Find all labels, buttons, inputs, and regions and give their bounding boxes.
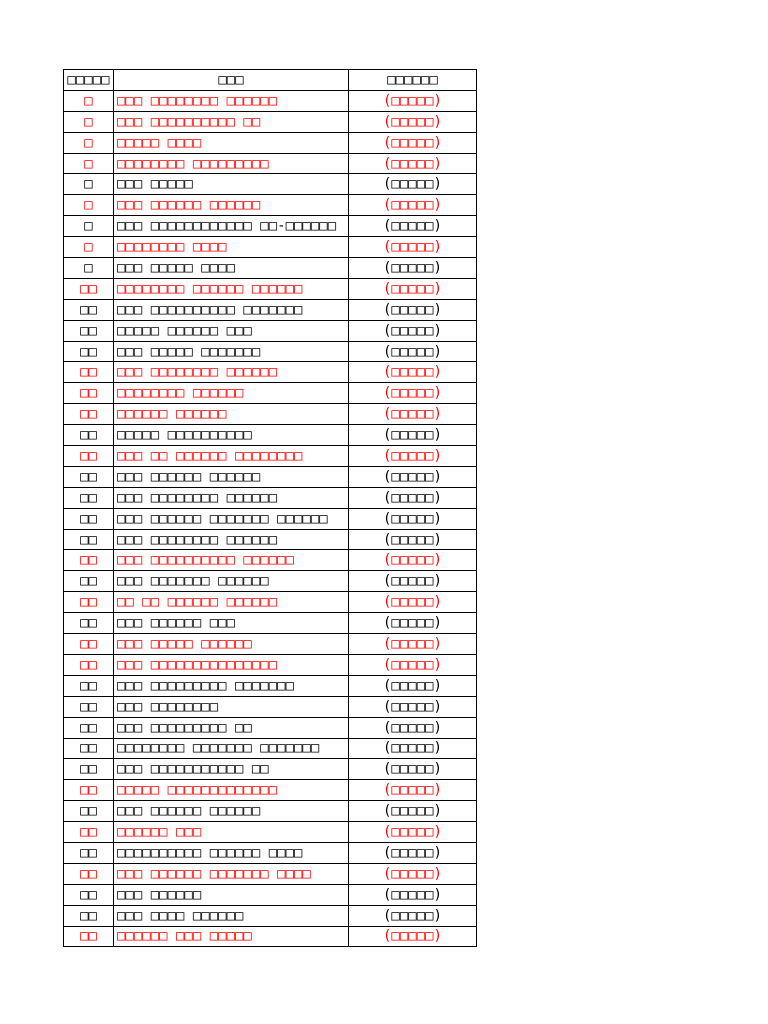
note-cell: (□□□□□) <box>349 822 476 842</box>
serial-cell: □□ <box>64 509 113 529</box>
note-cell: (□□□□□) <box>349 801 476 821</box>
serial-cell: □ <box>64 174 113 194</box>
note-cell: (□□□□□) <box>349 133 476 153</box>
serial-cell: □ <box>64 154 113 174</box>
name-cell: □□□ □□□□□□ □□□□□□ <box>114 195 348 215</box>
name-cell: □□□ □□□□□□ □□□□□□□ □□□□□□ <box>114 509 348 529</box>
name-cell: □□ □□ □□□□□□ □□□□□□ <box>114 592 348 612</box>
serial-cell: □□ <box>64 697 113 717</box>
serial-cell: □ <box>64 112 113 132</box>
serial-cell: □□ <box>64 864 113 884</box>
serial-cell: □ <box>64 237 113 257</box>
serial-cell: □□ <box>64 843 113 863</box>
name-cell: □□□□□□ □□□ □□□□□ <box>114 927 348 947</box>
name-cell: □□□ □□□□□□□□□□ □□□□□□ <box>114 550 348 570</box>
note-cell: (□□□□□) <box>349 780 476 800</box>
name-cell: □□□□□□□□ □□□□□□ <box>114 383 348 403</box>
serial-cell: □ <box>64 258 113 278</box>
serial-cell: □□ <box>64 613 113 633</box>
note-cell: (□□□□□) <box>349 237 476 257</box>
note-cell: (□□□□□) <box>349 112 476 132</box>
name-cell: □□□ □□□□□□□□ □□□□□□ <box>114 488 348 508</box>
name-cell: □□□□□□ □□□□□□ <box>114 404 348 424</box>
serial-cell: □□ <box>64 780 113 800</box>
name-cell: □□□□□ □□□□□□□□□□□□□ <box>114 780 348 800</box>
name-cell: □□□ □□□□□□ □□□□□□□ □□□□ <box>114 864 348 884</box>
note-cell: (□□□□□) <box>349 927 476 947</box>
name-cell: □□□ □□□□□ □□□□□□ <box>114 634 348 654</box>
serial-cell: □□ <box>64 321 113 341</box>
note-cell: (□□□□□) <box>349 258 476 278</box>
name-cell: □□□ □□□□□□□□□□□□ □□-□□□□□□ <box>114 216 348 236</box>
serial-cell: □□ <box>64 655 113 675</box>
note-cell: (□□□□□) <box>349 154 476 174</box>
name-cell: □□□□□ □□□□□□ □□□ <box>114 321 348 341</box>
note-cell: (□□□□□) <box>349 634 476 654</box>
note-cell: (□□□□□) <box>349 613 476 633</box>
header-note: □□□□□□ <box>349 70 476 90</box>
note-cell: (□□□□□) <box>349 91 476 111</box>
serial-cell: □□ <box>64 906 113 926</box>
serial-cell: □□ <box>64 425 113 445</box>
serial-cell: □ <box>64 133 113 153</box>
serial-cell: □□ <box>64 446 113 466</box>
name-cell: □□□□□ □□□□ <box>114 133 348 153</box>
header-serial: □□□□□ <box>64 70 113 90</box>
note-cell: (□□□□□) <box>349 446 476 466</box>
name-cell: □□□ □□□□ □□□□□□ <box>114 906 348 926</box>
name-cell: □□□ □□□□□ □□□□ <box>114 258 348 278</box>
note-cell: (□□□□□) <box>349 885 476 905</box>
note-cell: (□□□□□) <box>349 676 476 696</box>
serial-cell: □□ <box>64 739 113 759</box>
name-cell: □□□ □□□□□□□□ □□□□□□ <box>114 91 348 111</box>
name-cell: □□□ □□□□□□□□ □□□□□□ <box>114 530 348 550</box>
name-cell: □□□ □□□□□□□□ <box>114 697 348 717</box>
serial-cell: □□ <box>64 362 113 382</box>
note-cell: (□□□□□) <box>349 906 476 926</box>
note-cell: (□□□□□) <box>349 739 476 759</box>
serial-cell: □□ <box>64 634 113 654</box>
note-cell: (□□□□□) <box>349 571 476 591</box>
serial-cell: □□ <box>64 279 113 299</box>
name-cell: □□□□□ □□□□□□□□□□ <box>114 425 348 445</box>
name-cell: □□□ □□□□□□ □□□ <box>114 613 348 633</box>
serial-cell: □ <box>64 216 113 236</box>
serial-cell: □□ <box>64 404 113 424</box>
serial-cell: □□ <box>64 550 113 570</box>
note-cell: (□□□□□) <box>349 488 476 508</box>
serial-cell: □□ <box>64 342 113 362</box>
header-name: □□□ <box>114 70 348 90</box>
name-cell: □□□ □□□□□□□□ □□□□□□ <box>114 362 348 382</box>
note-cell: (□□□□□) <box>349 864 476 884</box>
note-cell: (□□□□□) <box>349 279 476 299</box>
serial-cell: □□ <box>64 488 113 508</box>
name-cell: □□□ □□□□□□ □□□□□□ <box>114 467 348 487</box>
name-cell: □□□□□□ □□□ <box>114 822 348 842</box>
serial-cell: □□ <box>64 467 113 487</box>
note-cell: (□□□□□) <box>349 425 476 445</box>
data-table <box>63 69 477 947</box>
name-cell: □□□□□□□□ □□□□□□□□□ <box>114 154 348 174</box>
note-cell: (□□□□□) <box>349 467 476 487</box>
note-cell: (□□□□□) <box>349 321 476 341</box>
note-cell: (□□□□□) <box>349 404 476 424</box>
note-cell: (□□□□□) <box>349 342 476 362</box>
serial-cell: □□ <box>64 822 113 842</box>
note-cell: (□□□□□) <box>349 383 476 403</box>
note-cell: (□□□□□) <box>349 509 476 529</box>
serial-cell: □□ <box>64 927 113 947</box>
note-cell: (□□□□□) <box>349 718 476 738</box>
name-cell: □□□ □□□□□□ □□□□□□ <box>114 801 348 821</box>
note-cell: (□□□□□) <box>349 300 476 320</box>
serial-cell: □□ <box>64 718 113 738</box>
name-cell: □□□ □□□□□□□□□ □□ <box>114 718 348 738</box>
note-cell: (□□□□□) <box>349 759 476 779</box>
name-cell: □□□ □□□□□□□□□□□ □□ <box>114 759 348 779</box>
serial-cell: □□ <box>64 571 113 591</box>
note-cell: (□□□□□) <box>349 362 476 382</box>
note-cell: (□□□□□) <box>349 174 476 194</box>
note-cell: (□□□□□) <box>349 592 476 612</box>
serial-cell: □ <box>64 91 113 111</box>
name-cell: □□□□□□□□ □□□□□□ □□□□□□ <box>114 279 348 299</box>
note-cell: (□□□□□) <box>349 550 476 570</box>
note-cell: (□□□□□) <box>349 697 476 717</box>
note-cell: (□□□□□) <box>349 843 476 863</box>
note-cell: (□□□□□) <box>349 216 476 236</box>
note-cell: (□□□□□) <box>349 530 476 550</box>
name-cell: □□□□□□□□ □□□□□□□ □□□□□□□ <box>114 739 348 759</box>
serial-cell: □□ <box>64 885 113 905</box>
note-cell: (□□□□□) <box>349 655 476 675</box>
note-cell: (□□□□□) <box>349 195 476 215</box>
serial-cell: □□ <box>64 530 113 550</box>
name-cell: □□□ □□□□□ □□□□□□□ <box>114 342 348 362</box>
serial-cell: □□ <box>64 801 113 821</box>
name-cell: □□□ □□□□□□□□□ □□□□□□□ <box>114 676 348 696</box>
serial-cell: □□ <box>64 383 113 403</box>
serial-cell: □ <box>64 195 113 215</box>
serial-cell: □□ <box>64 676 113 696</box>
name-cell: □□□ □□□□□□□□□□ □□□□□□□ <box>114 300 348 320</box>
name-cell: □□□ □□□□□□□ □□□□□□ <box>114 571 348 591</box>
name-cell: □□□ □□ □□□□□□ □□□□□□□□ <box>114 446 348 466</box>
name-cell: □□□ □□□□□ <box>114 174 348 194</box>
name-cell: □□□□□□□□□□ □□□□□□ □□□□ <box>114 843 348 863</box>
name-cell: □□□□□□□□ □□□□ <box>114 237 348 257</box>
serial-cell: □□ <box>64 592 113 612</box>
name-cell: □□□ □□□□□□ <box>114 885 348 905</box>
serial-cell: □□ <box>64 759 113 779</box>
name-cell: □□□ □□□□□□□□□□ □□ <box>114 112 348 132</box>
serial-cell: □□ <box>64 300 113 320</box>
name-cell: □□□ □□□□□□□□□□□□□□□ <box>114 655 348 675</box>
